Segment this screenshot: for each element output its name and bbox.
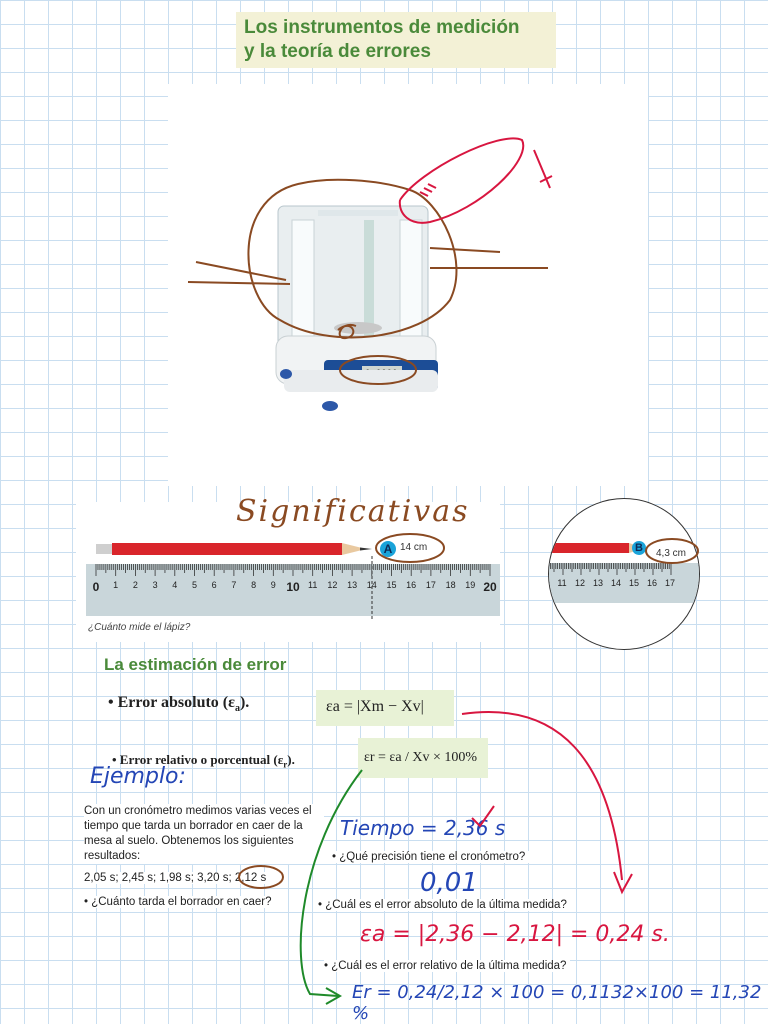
- zoom-tick-label: 15: [628, 578, 640, 588]
- absolute-error-end: ).: [239, 694, 250, 711]
- absolute-error-text: • Error absoluto (ε: [108, 694, 235, 711]
- question-absolute-error: • ¿Cuál es el error absoluto de la última medida?: [318, 899, 571, 911]
- zoom-tick-label: 12: [574, 578, 586, 588]
- handwritten-precision: 0,01: [420, 868, 478, 898]
- example-statement: Con un cronómetro medimos varias veces el tiempo que tarda un borrador en caer de la mesa al suelo. Obtenemos los siguientes resultados:: [84, 804, 324, 864]
- estimation-heading: La estimación de error: [104, 655, 287, 674]
- ruler-tick-label: 3: [152, 580, 158, 590]
- marker-a-badge: A: [380, 541, 396, 557]
- pencil-length-a: 14 cm: [400, 542, 428, 553]
- absolute-formula-text: εa = |Xm − Xv|: [326, 698, 424, 715]
- ruler-tick-label: 16: [406, 580, 417, 590]
- handwritten-tiempo: Tiempo = 2,36 s: [340, 816, 506, 840]
- ruler-tick-label: 11: [308, 580, 318, 590]
- title-line-1: Los instrumentos de medición: [244, 17, 520, 38]
- question-relative-error: • ¿Cuál es el error relativo de la última medida?: [324, 960, 570, 972]
- ruler-tick-label: 7: [231, 580, 237, 590]
- ruler-tick-label: 9: [270, 580, 276, 590]
- ruler-tick-label: 0: [92, 580, 100, 594]
- question-fall-time: • ¿Cuánto tarda el borrador en caer?: [84, 896, 276, 908]
- ruler-tick-label: 8: [251, 580, 257, 590]
- ruler-tick-label: 5: [191, 580, 198, 590]
- zoom-tick-label: 13: [592, 578, 604, 588]
- zoom-tick-label: 16: [646, 578, 658, 588]
- zoom-tick-label: 11: [557, 578, 567, 588]
- ruler-tick-label: 10: [286, 580, 300, 594]
- ruler-tick-label: 20: [483, 580, 497, 594]
- ruler-caption: ¿Cuánto mide el lápiz?: [88, 622, 191, 633]
- zoom-tick-label: 14: [610, 578, 622, 588]
- question-precision: • ¿Qué precisión tiene el cronómetro?: [332, 851, 529, 863]
- relative-error-text: • Error relativo o porcentual (ε: [112, 752, 284, 767]
- ruler-tick-label: 14: [366, 580, 377, 590]
- ruler-tick-label: 17: [425, 580, 436, 590]
- ruler-tick-label: 13: [347, 580, 358, 590]
- relative-error-sub: r: [283, 759, 288, 770]
- relative-error-end: ).: [287, 752, 295, 767]
- ruler-tick-label: 6: [211, 580, 217, 590]
- pencil-length-b: 4,3 cm: [656, 548, 687, 559]
- handwritten-absolute-result: εa = |2,36 − 2,12| = 0,24 s.: [360, 922, 670, 947]
- relative-formula-text: εr = εa / Xv × 100%: [364, 750, 478, 765]
- handwritten-ejemplo: Ejemplo:: [90, 764, 186, 789]
- ruler-tick-label: 1: [113, 580, 119, 590]
- ruler-tick-label: 18: [445, 580, 456, 590]
- ruler-tick-label: 12: [327, 580, 338, 590]
- absolute-error-sub: a: [234, 703, 240, 715]
- ruler-tick-label: 19: [465, 580, 476, 590]
- ruler-tick-label: 2: [132, 580, 138, 590]
- title-line-2: y la teoría de errores: [244, 41, 431, 62]
- handwritten-relative-result: Er = 0,24/2,12 × 100 = 0,1132×100 = 11,32 %: [352, 982, 762, 1024]
- handwritten-significativas: Significativas: [236, 494, 470, 529]
- example-times: 2,05 s; 2,45 s; 1,98 s; 3,20 s; 2,12 s: [84, 872, 270, 884]
- marker-b-badge: B: [632, 541, 646, 555]
- zoom-tick-label: 17: [664, 578, 676, 588]
- ruler-tick-label: 15: [386, 580, 397, 590]
- ruler-tick-label: 4: [172, 580, 178, 590]
